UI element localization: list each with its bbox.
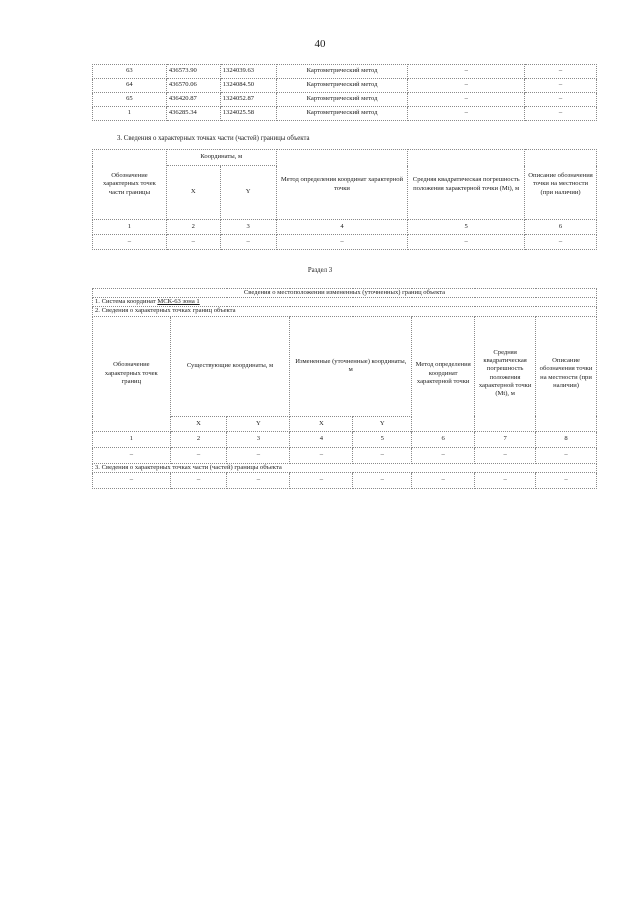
coordinate-system xyxy=(93,298,597,307)
table-row xyxy=(93,235,597,250)
header-method: Метод определения координат характерной точки xyxy=(276,150,408,220)
section-title: Раздел 3 xyxy=(307,267,333,274)
header-mt: Средняя квадратическая погрешность положения характерной точки (Mt), м xyxy=(475,316,536,431)
column-number: 6 xyxy=(525,220,597,235)
coord-x: 436285.34 xyxy=(166,107,220,121)
description: – xyxy=(525,79,597,93)
method: Картометрический метод xyxy=(276,107,408,121)
header-existing-x: X xyxy=(170,416,227,431)
points-caption: 2. Сведения о характерных точках границ объекта xyxy=(93,307,597,316)
point-number: 65 xyxy=(93,93,167,107)
empty-cell: – xyxy=(170,472,227,488)
mt-value: – xyxy=(408,65,525,79)
header-method: Метод определения координат характерной точки xyxy=(412,316,475,431)
empty-cell: – xyxy=(408,235,525,250)
table-row xyxy=(93,431,597,447)
point-number: 1 xyxy=(93,107,167,121)
header-changed-x: X xyxy=(290,416,353,431)
table-row xyxy=(93,220,597,235)
coord-x: 436570.06 xyxy=(166,79,220,93)
column-number: 3 xyxy=(227,431,290,447)
column-number: 4 xyxy=(276,220,408,235)
header-existing-y: Y xyxy=(227,416,290,431)
section3-caption: 3. Сведения о характерных точках части (частей) границы объекта xyxy=(117,135,310,142)
table-row xyxy=(93,93,597,107)
column-number: 2 xyxy=(170,431,227,447)
empty-cell: – xyxy=(475,472,536,488)
column-number: 2 xyxy=(166,220,220,235)
empty-cell: – xyxy=(353,472,412,488)
table-row xyxy=(93,472,597,488)
header-point-name: Обозначение характерных точек части границы xyxy=(93,150,167,220)
header-mt: Средняя квадратическая погрешность положения характерной точки (Mt), м xyxy=(408,150,525,220)
coordinate-system-value: МСК-63 зона 1 xyxy=(157,298,200,306)
empty-cell: – xyxy=(290,447,353,463)
changed-boundary-table xyxy=(92,288,597,489)
empty-cell: – xyxy=(220,235,276,250)
description: – xyxy=(525,107,597,121)
header-description: Описание обозначения точки на местности (при наличии) xyxy=(525,150,597,220)
coord-y: 1324052.87 xyxy=(220,93,276,107)
coordinate-system-label: 1. Система координат xyxy=(95,298,156,306)
empty-cell: – xyxy=(93,472,171,488)
column-number: 3 xyxy=(220,220,276,235)
page-number: 40 xyxy=(314,38,326,50)
empty-cell: – xyxy=(412,472,475,488)
coord-y: 1324025.58 xyxy=(220,107,276,121)
column-number: 1 xyxy=(93,220,167,235)
header-existing-coords: Существующие координаты, м xyxy=(170,316,290,416)
table-row xyxy=(93,447,597,463)
empty-cell: – xyxy=(276,235,408,250)
header-changed-coords: Измененные (уточненные) координаты, м xyxy=(290,316,412,416)
header-coordinates: Координаты, м xyxy=(166,150,276,166)
empty-cell: – xyxy=(536,472,597,488)
point-number: 63 xyxy=(93,65,167,79)
mt-value: – xyxy=(408,107,525,121)
mt-value: – xyxy=(408,93,525,107)
description: – xyxy=(525,93,597,107)
empty-cell: – xyxy=(525,235,597,250)
column-number: 8 xyxy=(536,431,597,447)
column-number: 5 xyxy=(408,220,525,235)
empty-cell: – xyxy=(290,472,353,488)
empty-cell: – xyxy=(353,447,412,463)
column-number: 1 xyxy=(93,431,171,447)
part-points-table xyxy=(92,149,597,250)
coord-y: 1324084.50 xyxy=(220,79,276,93)
coord-x: 436420.87 xyxy=(166,93,220,107)
method: Картометрический метод xyxy=(276,93,408,107)
mt-value: – xyxy=(408,79,525,93)
header-y: Y xyxy=(220,166,276,220)
column-number: 6 xyxy=(412,431,475,447)
empty-cell: – xyxy=(227,472,290,488)
empty-cell: – xyxy=(166,235,220,250)
empty-cell: – xyxy=(93,235,167,250)
empty-cell: – xyxy=(536,447,597,463)
top-points-table xyxy=(92,64,597,121)
coord-x: 436573.90 xyxy=(166,65,220,79)
method: Картометрический метод xyxy=(276,79,408,93)
point-number: 64 xyxy=(93,79,167,93)
header-description: Описание обозначения точки на местности (при наличии) xyxy=(536,316,597,431)
empty-cell: – xyxy=(170,447,227,463)
part-caption: 3. Сведения о характерных точках части (частей) границы объекта xyxy=(93,463,597,472)
table-row xyxy=(93,107,597,121)
description: – xyxy=(525,65,597,79)
column-number: 7 xyxy=(475,431,536,447)
empty-cell: – xyxy=(475,447,536,463)
empty-cell: – xyxy=(227,447,290,463)
method: Картометрический метод xyxy=(276,65,408,79)
header-point-name: Обозначение характерных точек границ xyxy=(93,316,171,431)
coord-y: 1324039.63 xyxy=(220,65,276,79)
changed-table-title: Сведения о местоположении измененных (уточненных) границ объекта xyxy=(93,289,597,298)
column-number: 5 xyxy=(353,431,412,447)
table-row xyxy=(93,65,597,79)
header-x: X xyxy=(166,166,220,220)
header-changed-y: Y xyxy=(353,416,412,431)
column-number: 4 xyxy=(290,431,353,447)
empty-cell: – xyxy=(93,447,171,463)
table-row xyxy=(93,79,597,93)
empty-cell: – xyxy=(412,447,475,463)
